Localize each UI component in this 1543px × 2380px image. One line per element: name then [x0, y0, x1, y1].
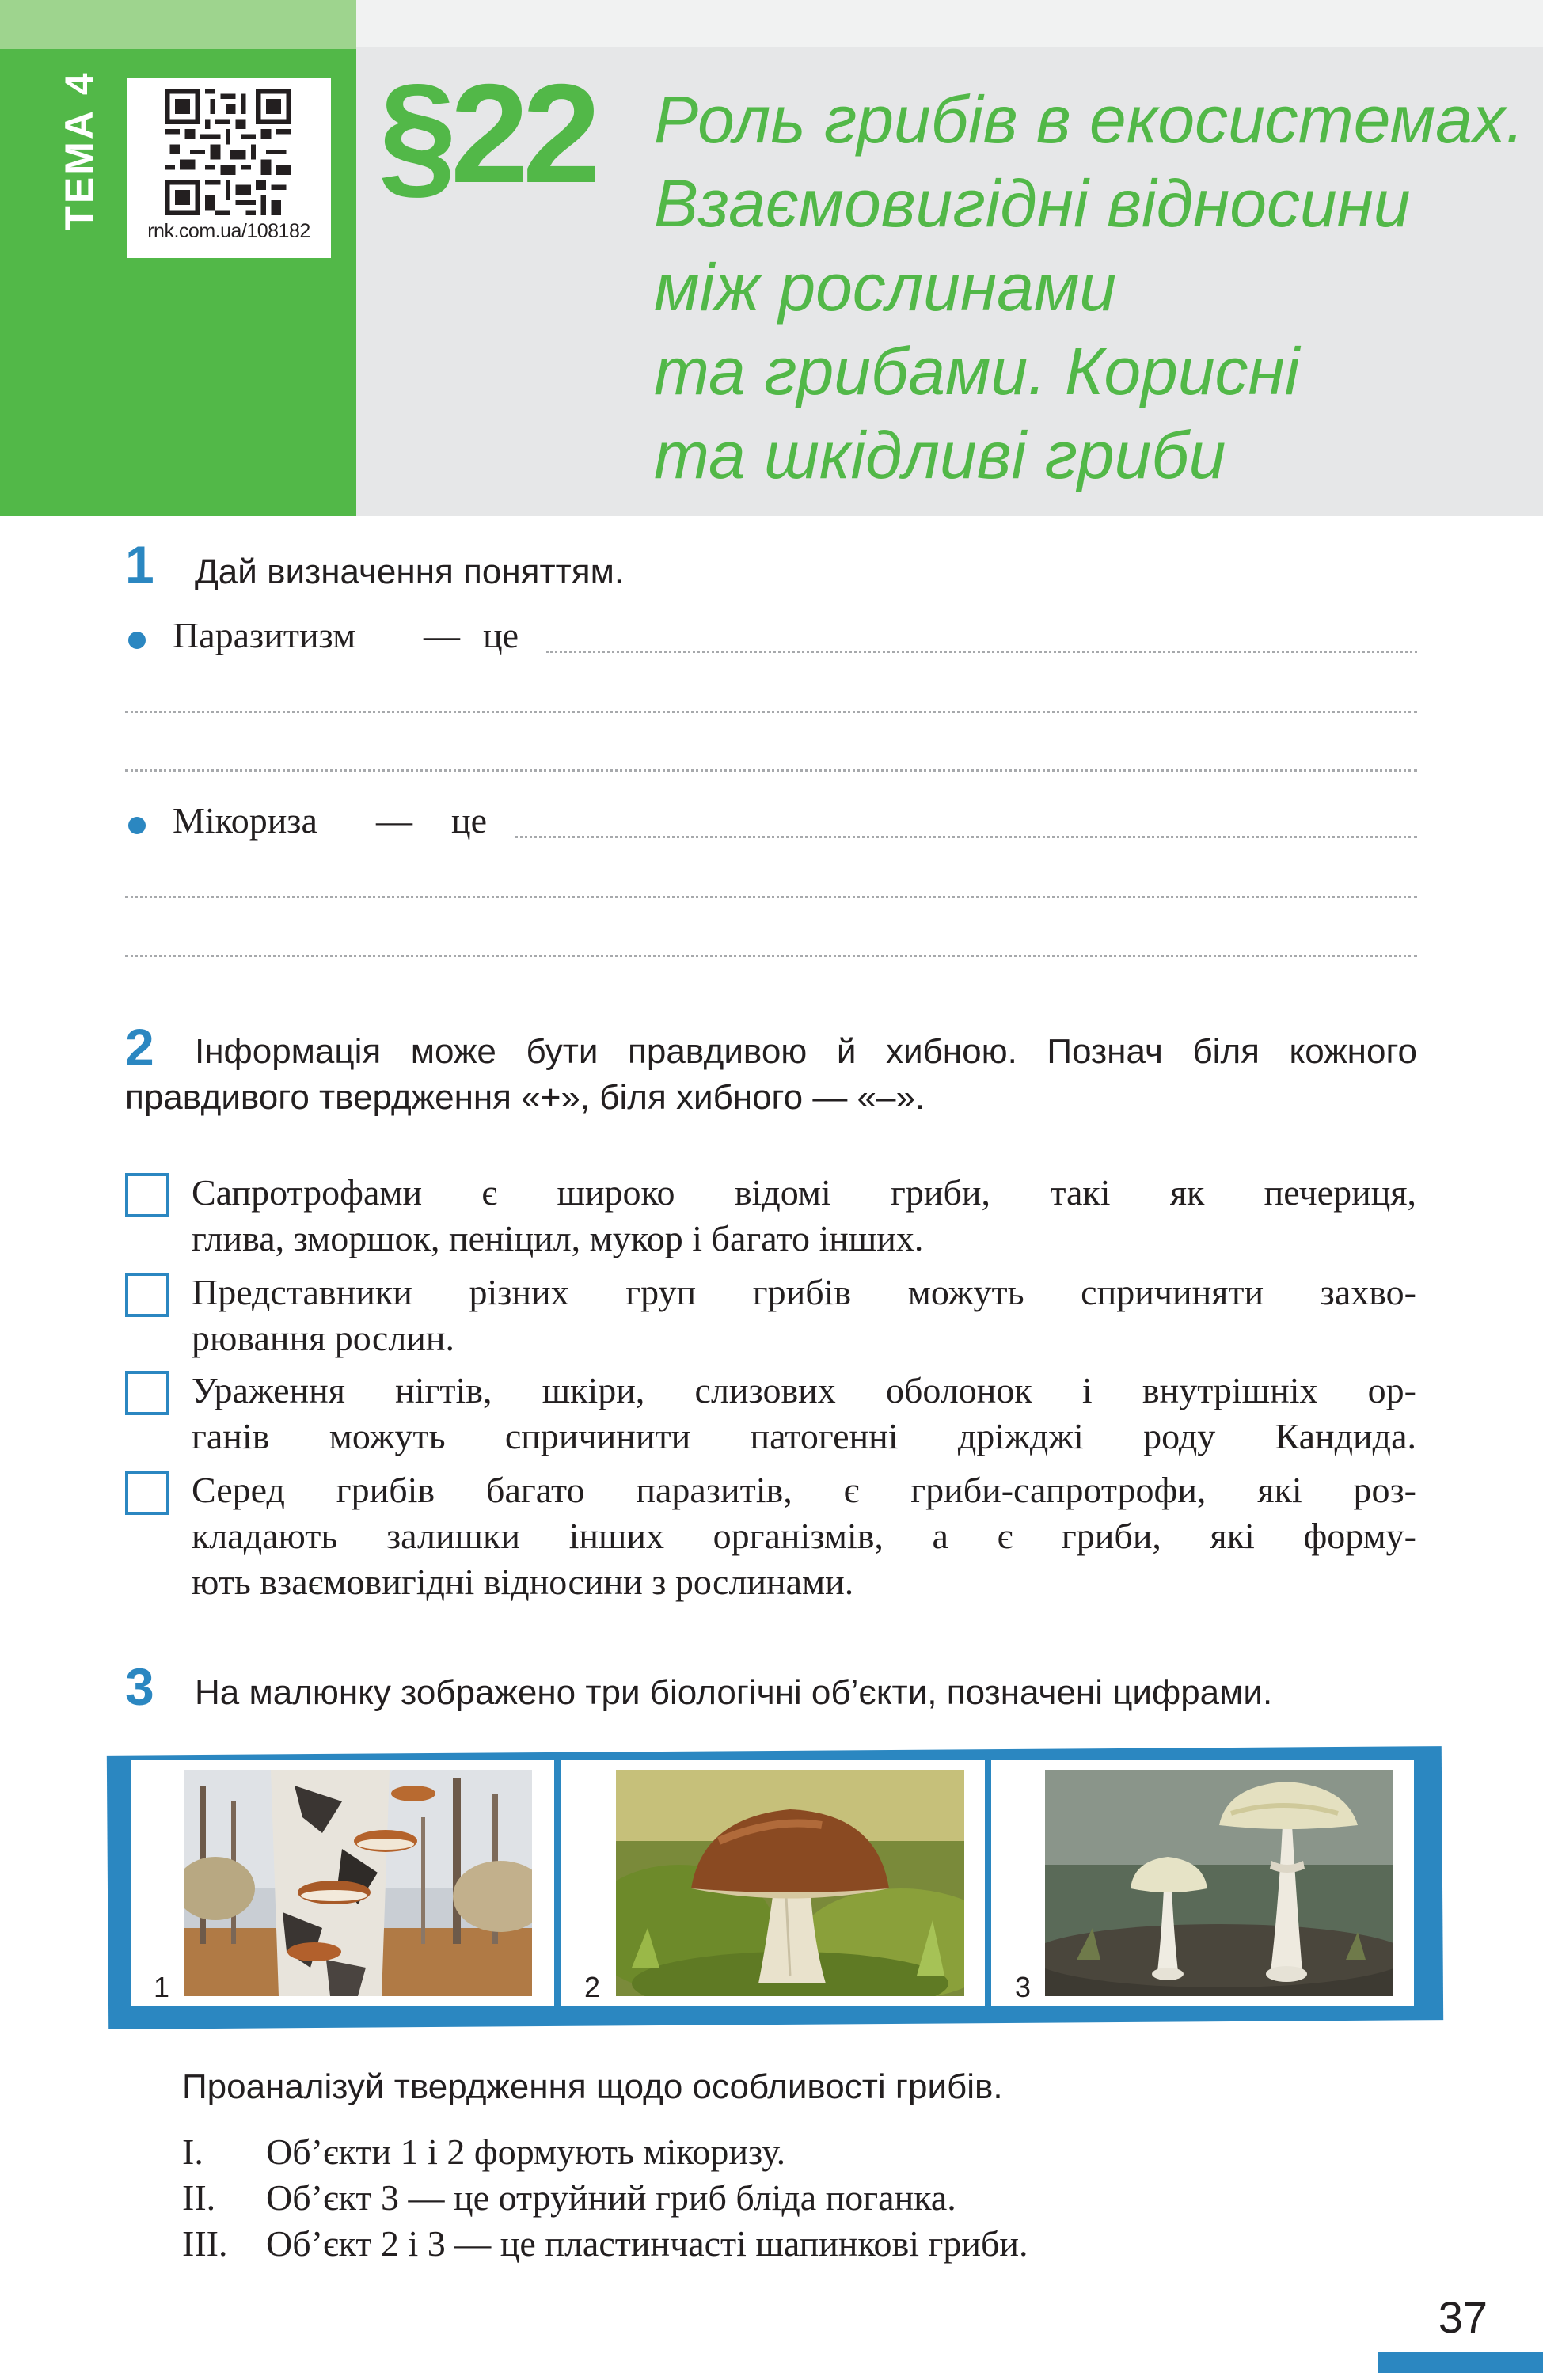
statement-checkbox[interactable]	[125, 1173, 169, 1217]
answer-line[interactable]	[546, 651, 1417, 653]
page-title	[654, 78, 1525, 497]
statement-line: Серед грибів багато паразитів, є гриби-сапротрофи, які роз-	[192, 1470, 1416, 1510]
title-line: між рослинами	[654, 250, 1117, 325]
ce-word: це	[483, 615, 519, 655]
statement-line: ють взаємовигідні відносини з рослинами.	[192, 1562, 854, 1602]
statement-line: кладають залишки інших організмів, а є гриби, які форму-	[192, 1516, 1416, 1556]
task-3-instruction: На малюнку зображено три біологічні об’єкти, позначені цифрами.	[195, 1673, 1273, 1712]
answer-line[interactable]	[125, 955, 1417, 957]
statement-line: глива, зморшок, пеніцил, мукор і багато інших.	[192, 1218, 924, 1258]
answer-line[interactable]	[515, 836, 1417, 838]
page-number-bar	[1378, 2352, 1543, 2373]
statement-line: Представники різних груп грибів можуть спричиняти захво-	[192, 1272, 1416, 1312]
header-green-strip	[0, 0, 356, 49]
bullet	[128, 817, 146, 834]
claim-text: Об’єкт 2 і 3 — це пластинчасті шапинкові гриби.	[266, 2223, 1028, 2264]
task-3-analyze: Проаналізуй твердження щодо особливості грибів.	[182, 2067, 1003, 2106]
term-mycorrhiza: Мікориза	[173, 800, 317, 841]
statement-line: рювання рослин.	[192, 1318, 455, 1358]
claim-text: Об’єкти 1 і 2 формують мікоризу.	[266, 2131, 786, 2172]
claim-number: II.	[182, 2177, 216, 2218]
header-grey-strip	[356, 0, 1543, 47]
answer-line[interactable]	[125, 769, 1417, 772]
qr-link[interactable]: rnk.com.ua/108182	[147, 220, 310, 242]
tinder-fungus-photo	[184, 1770, 532, 1996]
title-line: та грибами. Корисні	[654, 334, 1300, 408]
statement-checkbox[interactable]	[125, 1273, 169, 1317]
answer-line[interactable]	[125, 711, 1417, 713]
task-2-instruction-line: правдивого твердження «+», біля хибного — «–».	[125, 1078, 925, 1117]
death-cap-mushroom-photo	[1045, 1770, 1393, 1996]
claim-number: III.	[182, 2223, 228, 2264]
ce-word: це	[451, 800, 488, 841]
title-line: Взаємовигідні відносини	[654, 166, 1411, 241]
paragraph-number: §22	[378, 55, 595, 212]
image-label-1: 1	[154, 1971, 170, 2003]
statement-line: Сапротрофами є широко відомі гриби, такі як печериця,	[192, 1172, 1416, 1213]
dash: —	[424, 615, 460, 655]
statement-checkbox[interactable]	[125, 1371, 169, 1415]
task-1-instruction: Дай визначення поняттям.	[195, 552, 625, 591]
qr-code-icon[interactable]	[165, 89, 291, 215]
task-3-number: 3	[125, 1657, 154, 1716]
claim-text: Об’єкт 3 — це отруйний гриб бліда поганка.	[266, 2177, 956, 2218]
title-line: Роль грибів в екосистемах.	[654, 82, 1525, 157]
claim-number: I.	[182, 2131, 203, 2172]
topic-label	[55, 47, 103, 253]
statement-checkbox[interactable]	[125, 1471, 169, 1515]
task-1-number: 1	[125, 535, 154, 594]
answer-line[interactable]	[125, 896, 1417, 898]
image-label-3: 3	[1015, 1971, 1032, 2003]
image-label-2: 2	[584, 1971, 601, 2003]
statement-line: Ураження нігтів, шкіри, слизових оболонок і внутрішніх ор-	[192, 1370, 1416, 1410]
bullet	[128, 632, 146, 649]
statement-line: ганів можуть спричинити патогенні дріжджі роду Кандида.	[192, 1416, 1416, 1456]
bolete-mushroom-photo	[616, 1770, 964, 1996]
term-parasitism: Паразитизм	[173, 615, 356, 655]
page-number: 37	[1438, 2292, 1488, 2342]
dash: —	[376, 800, 412, 841]
task-2-instruction-line: Інформація може бути правдивою й хибною. Познач біля кожного	[195, 1032, 1417, 1071]
task-2-number: 2	[125, 1018, 154, 1076]
title-line: та шкідливі гриби	[654, 418, 1226, 492]
topic-label-text: ТЕМА 4	[57, 70, 101, 230]
